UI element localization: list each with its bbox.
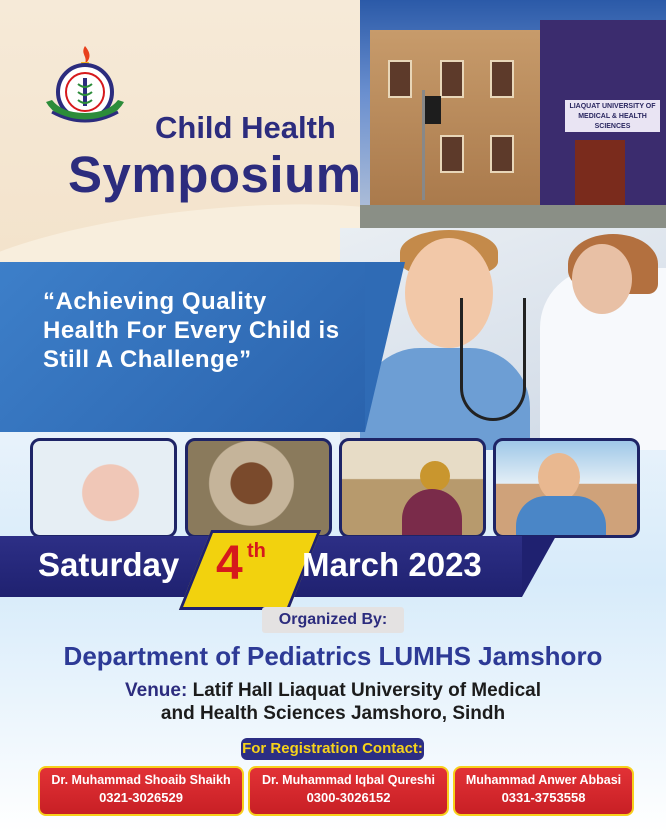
flag — [425, 96, 441, 124]
quote-text: “Achieving Quality Health For Every Child is Still A Challenge” — [43, 288, 340, 373]
building-sign: LIAQUAT UNIVERSITY OF MEDICAL & HEALTH SCIENCES — [565, 100, 660, 132]
venue-label: Venue: — [125, 680, 188, 701]
contact-name: Muhammad Anwer Abbasi — [465, 773, 622, 787]
venue-block — [0, 679, 666, 725]
building-window — [388, 60, 412, 98]
contact-phone: 0300-3026152 — [306, 790, 391, 805]
contact-phone: 0321-3026529 — [99, 790, 183, 805]
registration-label: For Registration Contact: — [241, 738, 424, 760]
building-door — [575, 140, 625, 210]
newborn-photo — [30, 438, 177, 538]
date-month-year: March 2023 — [302, 546, 482, 583]
university-building-photo — [360, 0, 666, 232]
child-wheelchair-photo — [493, 438, 640, 538]
stethoscope-icon — [460, 298, 526, 421]
department-name: Department of Pediatrics LUMHS Jamshoro — [63, 641, 603, 671]
contact-phone: 0331-3753558 — [501, 790, 586, 805]
girl-carrying-water-photo — [339, 438, 486, 538]
building-wall — [370, 30, 540, 210]
title-line-1: Child Health — [155, 110, 336, 145]
contact-card — [453, 766, 634, 816]
date-day: Saturday — [38, 546, 180, 583]
venue-line-2: and Health Sciences Jamshoro, Sindh — [160, 703, 506, 724]
date-suffix: th — [247, 540, 266, 562]
contact-name: Dr. Muhammad Shoaib Shaikh — [51, 773, 231, 787]
contact-card — [248, 766, 449, 816]
building-window — [490, 135, 514, 173]
title-line-2: Symposium — [68, 146, 362, 203]
venue-text-1: Latif Hall Liaquat University of Medical — [192, 680, 541, 701]
building-window — [440, 135, 464, 173]
contact-card — [38, 766, 244, 816]
venue-line-1 — [0, 679, 666, 702]
lumhs-logo-icon — [40, 42, 130, 132]
date-number: 4 — [216, 537, 243, 590]
building-window — [490, 60, 514, 98]
contact-name: Dr. Muhammad Iqbal Qureshi — [262, 773, 435, 787]
organized-by-label: Organized By: — [262, 607, 404, 633]
malnourished-child-photo — [185, 438, 332, 538]
doctor-face — [572, 244, 632, 314]
building-window — [440, 60, 464, 98]
